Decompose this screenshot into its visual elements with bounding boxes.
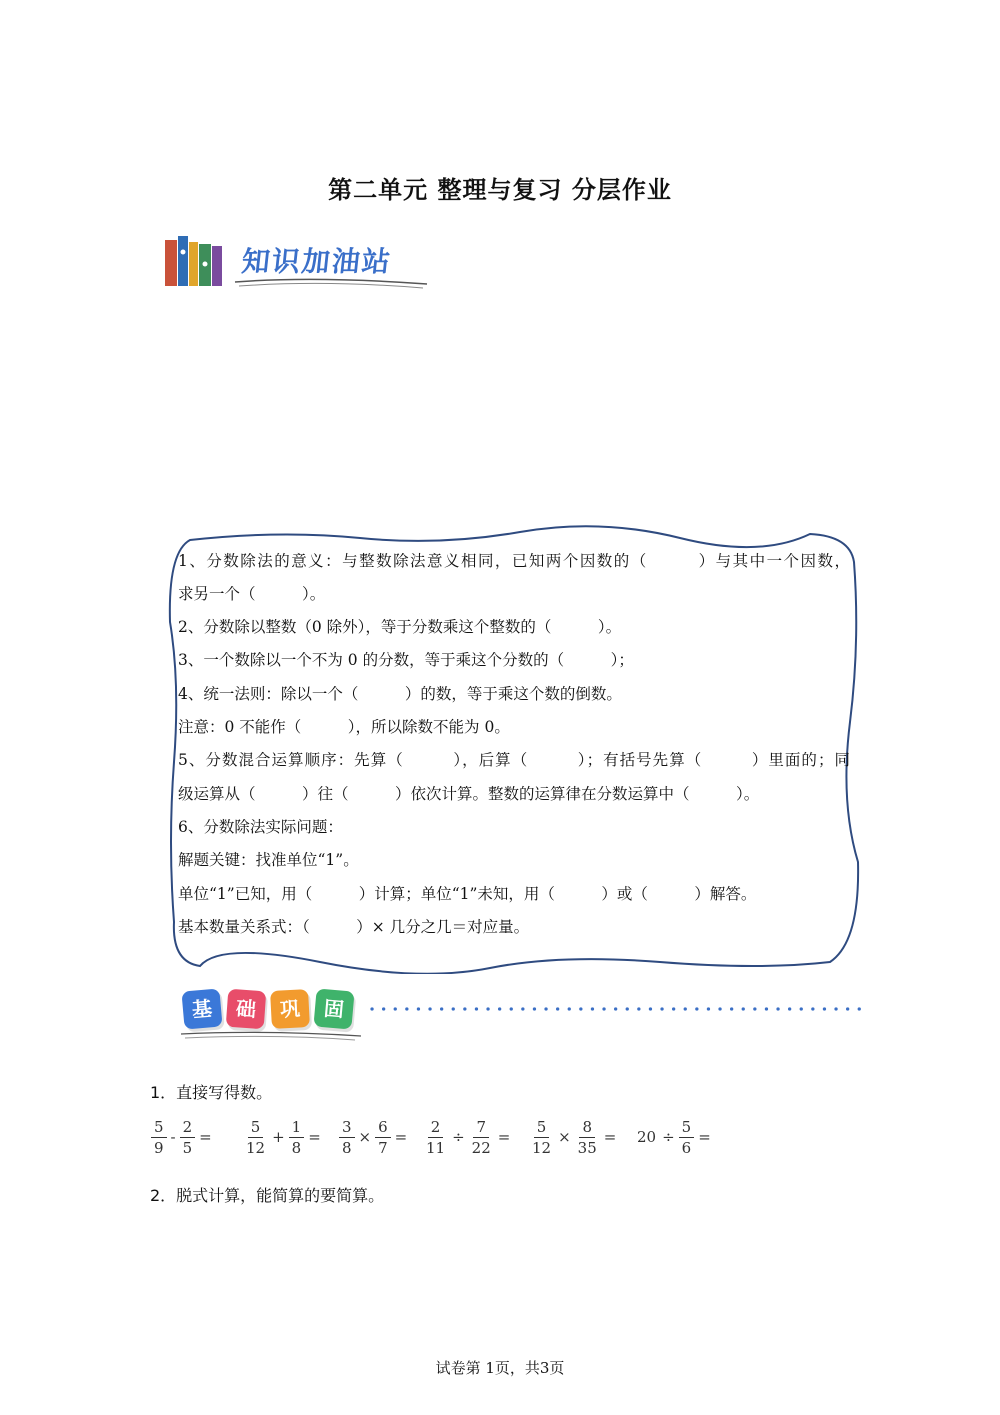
expression-6: 20 ÷ $\frac{5}{6}$ =	[637, 1117, 711, 1157]
note-line-5: 4、统一法则：除以一个（ ）的数，等于乘这个数的倒数。	[178, 685, 622, 703]
expression-3: $\frac{3}{8}$ × $\frac{6}{7}$ =	[338, 1112, 410, 1162]
basics-char-1: 基	[181, 988, 222, 1029]
basics-underline	[175, 1028, 375, 1042]
note-line-1: 1、分数除法的意义：与整数除法意义相同，已知两个因数的（ ）与其中一个因数，	[178, 552, 850, 570]
basics-char-3: 巩	[270, 989, 310, 1029]
section-knowledge-heading: 知识加油站	[240, 245, 394, 278]
basics-char-2: 础	[226, 989, 267, 1030]
note-line-6: 注意：0 不能作（ ），所以除数不能为 0。	[178, 718, 510, 736]
question-1-label: 1．直接写得数。	[150, 1083, 273, 1102]
basics-char-4: 固	[313, 988, 354, 1029]
expression-4: $\frac{2}{11}$ ÷ $\frac{7}{22}$ =	[426, 1117, 511, 1157]
mental-math-row	[150, 1112, 850, 1162]
note-line-4: 3、一个数除以一个不为 0 的分数，等于乘这个分数的（ ）；	[178, 651, 634, 669]
note-line-3: 2、分数除以整数（0 除外），等于分数乘这个整数的（ ）。	[178, 618, 622, 636]
expression-2: $\frac{5}{12}$ + $\frac{1}{8}$ =	[246, 1117, 321, 1157]
section-basics-heading	[175, 990, 875, 1042]
note-line-8: 级运算从（ ）往（ ）依次计算。整数的运算律在分数运算中（ ）。	[178, 785, 760, 803]
note-line-10: 解题关键：找准单位“1”。	[178, 851, 359, 869]
dotted-divider	[370, 1004, 870, 1014]
question-2-label: 2．脱式计算，能简算的要简算。	[150, 1186, 385, 1205]
note-line-7: 5、分数混合运算顺序：先算（ ），后算（ ）；有括号先算（ ）里面的；同	[178, 751, 850, 769]
note-line-12: 基本数量关系式：（ ）× 几分之几＝对应量。	[178, 918, 530, 936]
note-line-11: 单位“1”已知，用（ ）计算；单位“1”未知，用（ ）或（ ）解答。	[178, 885, 757, 903]
page-footer: 试卷第 1页，共3页	[435, 1359, 565, 1377]
page-title: 第二单元 整理与复习 分层作业	[328, 176, 672, 204]
note-line-2: 求另一个（ ）。	[178, 585, 326, 603]
note-line-9: 6、分数除法实际问题：	[178, 818, 343, 836]
expression-1: $\frac{5}{9}$ - $\frac{2}{5}$ =	[150, 1112, 215, 1162]
expression-5: $\frac{5}{12}$ × $\frac{8}{35}$ =	[532, 1117, 617, 1157]
